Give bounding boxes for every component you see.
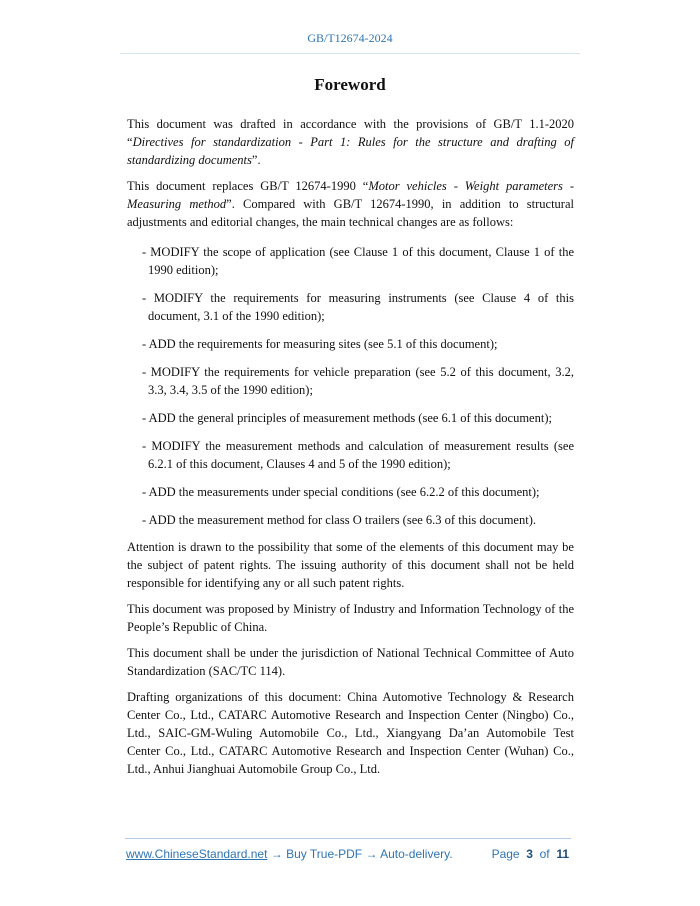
footer-divider	[125, 838, 571, 839]
footer	[126, 847, 572, 861]
list-item: - ADD the general principles of measurement methods (see 6.1 of this document);	[142, 411, 552, 425]
paragraph-proposed-by: This document was proposed by Ministry of Industry and Information Technology of the People’s Republic of China.	[127, 602, 574, 634]
paragraph-drafting-organizations: Drafting organizations of this document: China Automotive Technology & Research Center Co., Ltd., CATARC Automotive Research and Inspection Center (Ningbo) Co., Ltd., SAIC-GM-Wuling Automobile Co., Ltd., Xiangyang Da’an Automobile Test Center Co., Ltd., CATARC Automotive Research and Inspection Center (Wuhan) Co., Ltd., Anhui Jianghuai Automobile Group Co., Ltd.	[127, 690, 574, 776]
promo-text: → Buy True-PDF → Auto-delivery.	[267, 847, 453, 861]
list-item: - MODIFY the requirements for measuring instruments (see Clause 4 of this document, 3.1 of the 1990 edition);	[142, 291, 574, 323]
running-header: GB/T12674-2024	[307, 31, 393, 45]
paragraph-jurisdiction: This document shall be under the jurisdiction of National Technical Committee of Auto Standardization (SAC/TC 114).	[127, 646, 574, 678]
paragraph-replaces: This document replaces GB/T 12674-1990 “Motor vehicles - Weight parameters - Measuring method”. Compared with GB/T 12674-1990, in addition to structural adjustments and editorial changes, the main technical changes are as follows:	[127, 179, 575, 229]
paragraph-drafting-rules: This document was drafted in accordance with the provisions of GB/T 1.1-2020 “Directives for standardization - Part 1: Rules for the structure and drafting of standardizing documents”.	[127, 117, 574, 167]
header-divider	[120, 53, 580, 54]
paragraph-patent: Attention is drawn to the possibility that some of the elements of this document may be the subject of patent rights. The issuing authority of this document shall not be held responsible for identifying any or all such patent rights.	[127, 540, 574, 590]
list-item: - ADD the measurements under special conditions (see 6.2.2 of this document);	[142, 485, 540, 499]
page-title: Foreword	[314, 75, 386, 94]
website-link[interactable]: www.ChineseStandard.net	[126, 847, 268, 861]
page-number: Page 3 of 11	[491, 847, 569, 861]
document-body	[127, 115, 574, 786]
list-item: - ADD the requirements for measuring sites (see 5.1 of this document);	[142, 337, 498, 351]
list-item: - MODIFY the requirements for vehicle preparation (see 5.2 of this document, 3.2, 3.3, 3.4, 3.5 of the 1990 edition);	[142, 365, 574, 397]
list-item: - MODIFY the scope of application (see Clause 1 of this document, Clause 1 of the 1990 edition);	[142, 245, 574, 277]
list-item: - MODIFY the measurement methods and calculation of measurement results (see 6.2.1 of this document, Clauses 4 and 5 of the 1990 edition);	[142, 439, 574, 471]
list-item: - ADD the measurement method for class O trailers (see 6.3 of this document).	[142, 513, 536, 527]
